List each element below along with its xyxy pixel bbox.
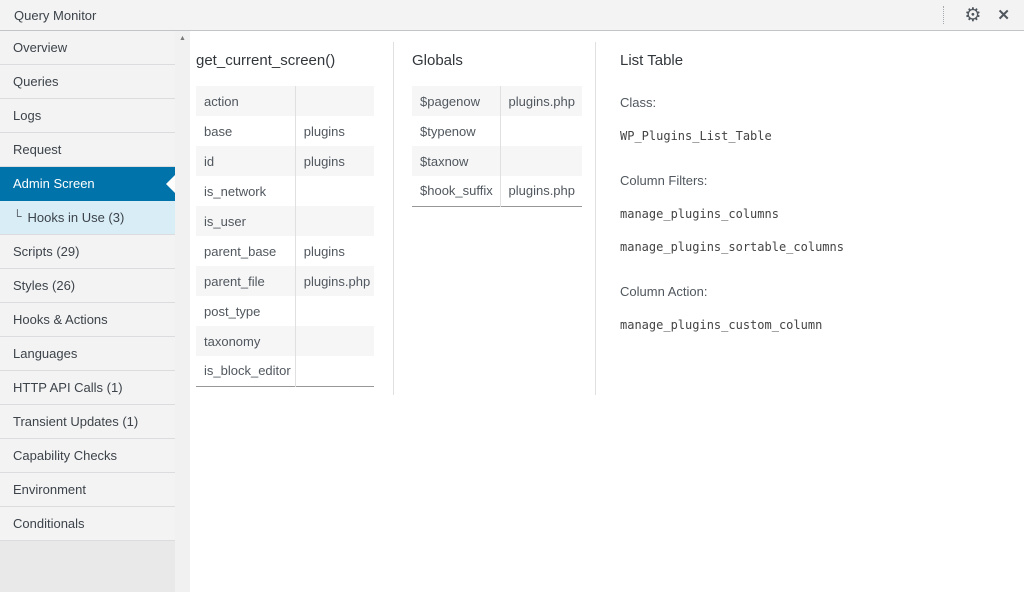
column-filter-hook: manage_plugins_columns	[620, 207, 779, 221]
sidebar-item-transient-updates[interactable]: Transient Updates (1)	[0, 405, 175, 439]
class-value: WP_Plugins_List_Table	[620, 129, 772, 143]
sidebar-scrollbar[interactable]	[175, 31, 190, 592]
close-icon[interactable]: ✕	[997, 6, 1010, 24]
column-filters-label: Column Filters:	[620, 173, 708, 188]
table-row	[412, 146, 582, 176]
titlebar-actions	[943, 6, 1010, 25]
sidebar-item-environment[interactable]: Environment	[0, 473, 175, 507]
row-value	[500, 116, 582, 146]
sidebar-item-conditionals[interactable]: Conditionals	[0, 507, 175, 541]
row-value: plugins.php	[500, 86, 582, 116]
row-value: plugins	[295, 116, 374, 146]
sidebar-item-http-api-calls[interactable]: HTTP API Calls (1)	[0, 371, 175, 405]
row-value: plugins	[295, 236, 374, 266]
selected-arrow-icon	[166, 175, 175, 193]
scroll-up-icon[interactable]: ▲	[179, 35, 186, 42]
settings-gear-icon[interactable]: ⚙	[964, 4, 982, 26]
row-value	[500, 146, 582, 176]
table-row	[412, 176, 582, 206]
section-list-table	[595, 31, 1024, 592]
row-value	[295, 176, 374, 206]
sidebar-item-queries[interactable]: Queries	[0, 65, 175, 99]
column-action-label: Column Action:	[620, 284, 708, 299]
table-row	[412, 86, 582, 116]
table-row	[196, 236, 374, 266]
sidebar-item-hooks-actions[interactable]: Hooks & Actions	[0, 303, 175, 337]
row-key: post_type	[204, 303, 261, 319]
row-key: id	[204, 153, 215, 169]
titlebar	[0, 0, 1024, 31]
globals-heading: Globals	[412, 52, 463, 69]
row-key: parent_file	[204, 273, 265, 289]
table-row	[196, 296, 374, 326]
sidebar-item-capability-checks[interactable]: Capability Checks	[0, 439, 175, 473]
section-globals	[393, 31, 595, 592]
sidebar-item-styles[interactable]: Styles (26)	[0, 269, 175, 303]
row-key: $typenow	[420, 123, 476, 139]
row-key: parent_base	[204, 243, 277, 259]
panel-body	[0, 31, 1024, 592]
sidebar-item-label: Admin Screen	[13, 176, 95, 191]
row-key: taxonomy	[204, 333, 261, 349]
row-key: base	[204, 123, 233, 139]
row-key: action	[204, 93, 239, 109]
column-action-hook: manage_plugins_custom_column	[620, 318, 823, 332]
table-row	[196, 176, 374, 206]
table-row	[412, 116, 582, 146]
table-row	[196, 266, 374, 296]
globals-table	[412, 86, 582, 207]
table-row	[196, 326, 374, 356]
table-row	[196, 116, 374, 146]
resize-handle-icon[interactable]	[943, 6, 944, 24]
table-row	[196, 146, 374, 176]
row-value: plugins.php	[500, 176, 582, 206]
row-value: plugins.php	[295, 266, 374, 296]
list-table-heading: List Table	[620, 52, 684, 69]
sidebar-item-request[interactable]: Request	[0, 133, 175, 167]
row-value	[295, 206, 374, 236]
row-key: is_network	[204, 183, 267, 199]
section-get-current-screen	[190, 31, 393, 592]
row-key: $hook_suffix	[420, 183, 493, 199]
row-value	[295, 296, 374, 326]
branch-icon: └	[13, 208, 22, 223]
admin-screen-panel	[190, 31, 1024, 592]
screen-table	[196, 86, 374, 387]
sidebar-item-logs[interactable]: Logs	[0, 99, 175, 133]
row-key: $taxnow	[420, 153, 469, 169]
row-value	[295, 86, 374, 116]
row-key: is_block_editor	[204, 363, 291, 379]
table-row	[196, 86, 374, 116]
table-row	[196, 356, 374, 386]
row-value	[295, 326, 374, 356]
sidebar-item-label: Hooks in Use (3)	[27, 210, 125, 225]
row-key: $pagenow	[420, 93, 480, 109]
row-value	[295, 356, 374, 386]
class-label: Class:	[620, 95, 657, 110]
table-row	[196, 206, 374, 236]
sidebar-item-hooks-in-use[interactable]	[0, 201, 175, 235]
sidebar-item-admin-screen[interactable]	[0, 167, 175, 201]
column-filter-hook: manage_plugins_sortable_columns	[620, 240, 844, 254]
sidebar-item-scripts[interactable]: Scripts (29)	[0, 235, 175, 269]
screen-heading: get_current_screen()	[196, 52, 336, 69]
row-value: plugins	[295, 146, 374, 176]
sidebar-item-overview[interactable]: Overview	[0, 31, 175, 65]
row-key: is_user	[204, 213, 246, 229]
sidebar-item-languages[interactable]: Languages	[0, 337, 175, 371]
panel-title: Query Monitor	[14, 7, 97, 23]
panel-menu	[0, 31, 175, 592]
